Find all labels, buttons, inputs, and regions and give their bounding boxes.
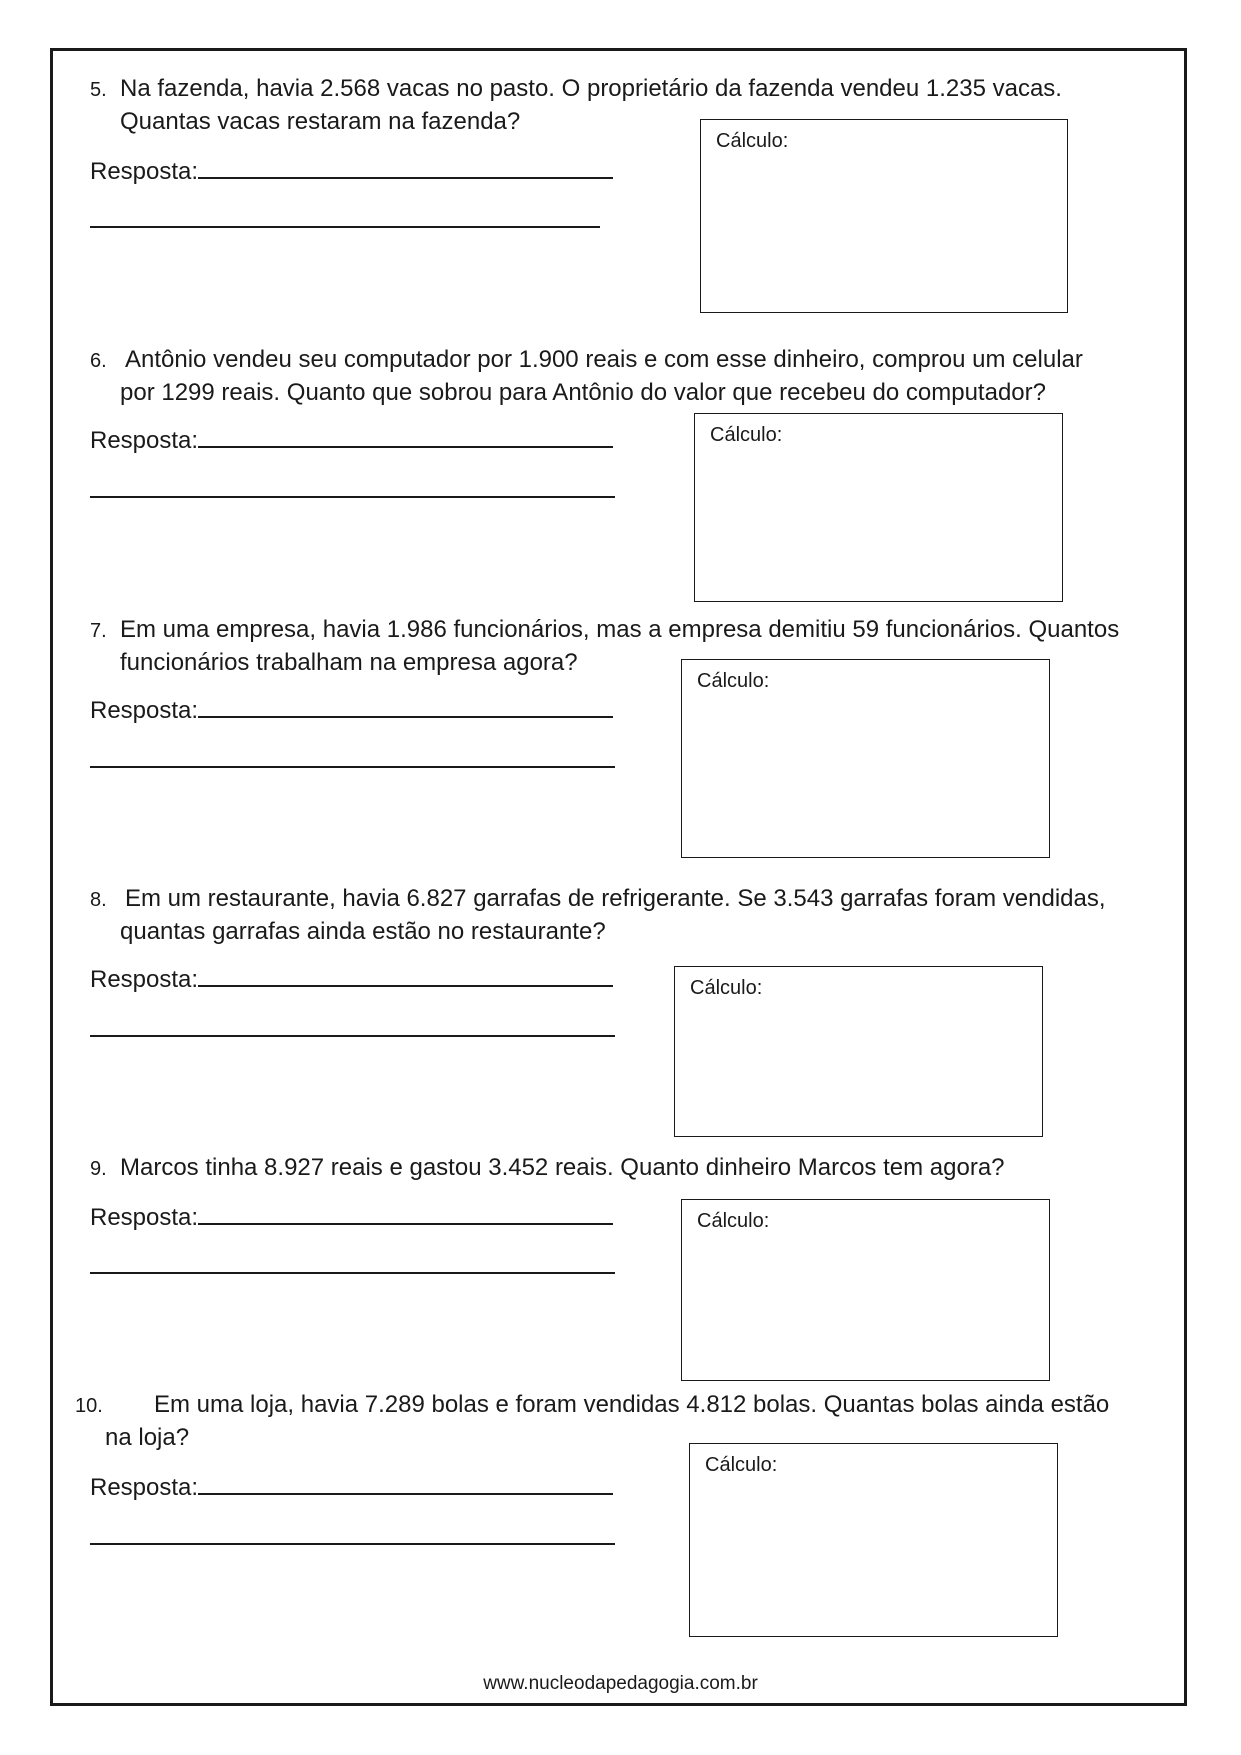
question-8 (90, 883, 1180, 947)
calculation-label: Cálculo: (697, 1210, 770, 1232)
question-text: Em uma loja, havia 7.289 bolas e foram vendidas 4.812 bolas. Quantas bolas ainda estão (154, 1391, 1110, 1418)
calculation-label: Cálculo: (690, 977, 763, 999)
answer-line (198, 1471, 613, 1495)
question-text-continued: funcionários trabalham na empresa agora? (120, 649, 578, 676)
calculation-box[interactable] (700, 119, 1068, 313)
answer-field[interactable] (90, 1201, 613, 1233)
answer-label: Resposta: (90, 697, 199, 724)
answer-line (198, 963, 613, 987)
question-9 (90, 1152, 1180, 1185)
calculation-label: Cálculo: (716, 130, 789, 152)
question-text: Em uma empresa, havia 1.986 funcionários, mas a empresa demitiu 59 funcionários. Quantos (120, 616, 1120, 643)
answer-second-line[interactable] (90, 766, 615, 768)
calculation-label: Cálculo: (710, 424, 783, 446)
calculation-box[interactable] (681, 1199, 1050, 1381)
answer-second-line[interactable] (90, 1543, 615, 1545)
answer-second-line[interactable] (90, 496, 615, 498)
calculation-box[interactable] (674, 966, 1043, 1137)
question-text-continued: Quantas vacas restaram na fazenda? (120, 108, 521, 135)
answer-label: Resposta: (90, 1204, 199, 1231)
calculation-box[interactable] (689, 1443, 1058, 1637)
question-text-continued: na loja? (105, 1424, 190, 1451)
answer-line (198, 424, 613, 448)
calculation-label: Cálculo: (705, 1454, 778, 1476)
calculation-box[interactable] (681, 659, 1050, 858)
answer-field[interactable] (90, 963, 613, 995)
answer-line (198, 155, 613, 179)
question-number: 10. (75, 1395, 103, 1417)
answer-second-line[interactable] (90, 1035, 615, 1037)
question-text: Marcos tinha 8.927 reais e gastou 3.452 reais. Quanto dinheiro Marcos tem agora? (120, 1154, 1005, 1181)
question-number: 7. (90, 620, 107, 642)
question-number: 9. (90, 1158, 107, 1180)
calculation-label: Cálculo: (697, 670, 770, 692)
footer-website: www.nucleodapedagogia.com.br (483, 1673, 758, 1694)
question-number: 8. (90, 889, 107, 911)
answer-label: Resposta: (90, 427, 199, 454)
question-6 (90, 344, 1180, 408)
answer-second-line[interactable] (90, 226, 600, 228)
answer-field[interactable] (90, 155, 613, 187)
question-text: Na fazenda, havia 2.568 vacas no pasto. O proprietário da fazenda vendeu 1.235 vacas. (120, 75, 1062, 102)
question-text: Antônio vendeu seu computador por 1.900 reais e com esse dinheiro, comprou um celular (125, 346, 1083, 373)
answer-field[interactable] (90, 1471, 613, 1503)
calculation-box[interactable] (694, 413, 1063, 602)
answer-second-line[interactable] (90, 1272, 615, 1274)
answer-field[interactable] (90, 424, 613, 456)
answer-label: Resposta: (90, 966, 199, 993)
answer-label: Resposta: (90, 158, 199, 185)
question-text-continued: quantas garrafas ainda estão no restaurante? (120, 918, 606, 945)
question-number: 6. (90, 350, 107, 372)
answer-line (198, 1201, 613, 1225)
answer-line (198, 694, 613, 718)
answer-field[interactable] (90, 694, 613, 726)
answer-label: Resposta: (90, 1474, 199, 1501)
question-text: Em um restaurante, havia 6.827 garrafas de refrigerante. Se 3.543 garrafas foram vendidas, (125, 885, 1106, 912)
question-number: 5. (90, 79, 107, 101)
question-text-continued: por 1299 reais. Quanto que sobrou para Antônio do valor que recebeu do computador? (120, 379, 1046, 406)
